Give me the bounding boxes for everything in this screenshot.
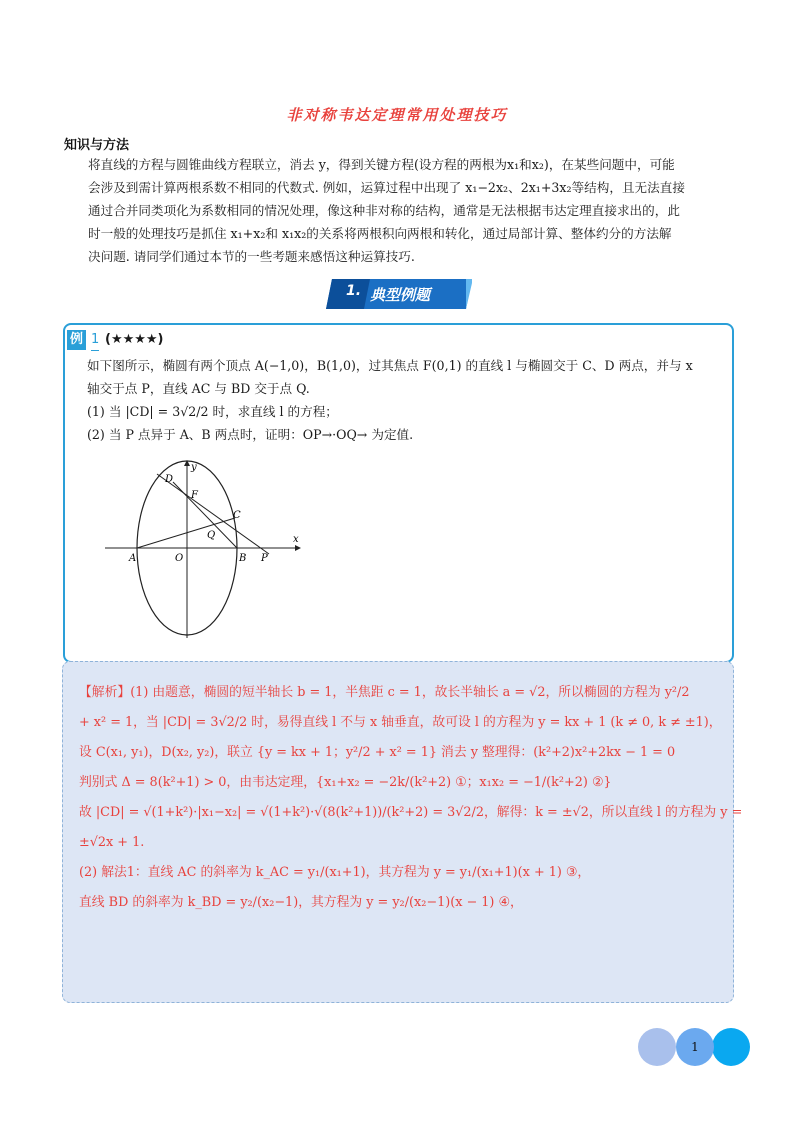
example-box bbox=[63, 323, 734, 663]
problem-line: (1) 当 |CD| = 3√2/2 时，求直线 l 的方程； bbox=[87, 404, 338, 419]
example-tag: 例 bbox=[67, 330, 86, 350]
line-l bbox=[157, 474, 269, 554]
intro-paragraph bbox=[88, 153, 734, 268]
page-dot-decor bbox=[638, 1028, 676, 1066]
section-heading: 知识与方法 bbox=[64, 138, 130, 153]
banner-label: 典型例题 bbox=[370, 286, 431, 304]
label-b: B bbox=[239, 553, 247, 564]
problem-line: 如下图所示，椭圆有两个顶点 A(−1,0)，B(1,0)，过其焦点 F(0,1) 的直线 l 与椭圆交于 C、D 两点，并与 x bbox=[87, 358, 693, 373]
intro-line: 决问题. 请同学们通过本节的一些考题来感悟这种运算技巧. bbox=[88, 249, 415, 264]
label-x: x bbox=[293, 534, 299, 545]
solution-text bbox=[79, 678, 743, 918]
label-y: y bbox=[191, 462, 197, 473]
label-p: P bbox=[261, 553, 268, 564]
difficulty-stars: (★★★★) bbox=[105, 332, 164, 347]
section-banner bbox=[326, 279, 472, 309]
solution-line: ±√2x + 1. bbox=[79, 835, 145, 850]
solution-line: + x² = 1，当 |CD| = 3√2/2 时，易得直线 l 不与 x 轴垂直，故可设 l 的方程为 y = kx + 1 (k ≠ 0, k ≠ ±1)， bbox=[79, 715, 722, 730]
label-o: O bbox=[175, 553, 184, 564]
label-a: A bbox=[129, 553, 137, 564]
solution-line: 故 |CD| = √(1+k²)·|x₁−x₂| = √(1+k²)·√(8(k²+1))/(k²+2) = 3√2/2，解得：k = ±√2，所以直线 l 的方程为 y = bbox=[79, 805, 743, 820]
x-axis-arrow bbox=[295, 545, 301, 551]
problem-line: (2) 当 P 点异于 A、B 两点时，证明：OP→·OQ→ 为定值. bbox=[87, 427, 414, 442]
problem-line: 轴交于点 P，直线 AC 与 BD 交于点 Q. bbox=[87, 381, 310, 396]
line-bd bbox=[173, 482, 237, 548]
page-indicator bbox=[638, 1028, 750, 1066]
example-number: 1 bbox=[91, 330, 99, 351]
solution-line: 设 C(x₁, y₁)，D(x₂, y₂)，联立 {y = kx + 1；y²/2 + x² = 1} 消去 y 整理得：(k²+2)x²+2kx − 1 = 0 bbox=[79, 745, 676, 760]
intro-line: 时一般的处理技巧是抓住 x₁+x₂和 x₁x₂的关系将两根积向两根和转化，通过局部计算、整体约分的方法解 bbox=[88, 226, 672, 241]
ellipse-figure bbox=[103, 460, 303, 640]
line-ac bbox=[137, 518, 235, 548]
solution-line: (2) 解法1：直线 AC 的斜率为 k_AC = y₁/(x₁+1)，其方程为 y = y₁/(x₁+1)(x + 1) ③， bbox=[79, 865, 591, 880]
intro-line: 将直线的方程与圆锥曲线方程联立，消去 y，得到关键方程(设方程的两根为x₁和x₂)，在某些问题中，可能 bbox=[88, 157, 675, 172]
label-f: F bbox=[191, 490, 198, 501]
solution-line: 【解析】(1) 由题意，椭圆的短半轴长 b = 1，半焦距 c = 1，故长半轴长 a = √2，所以椭圆的方程为 y²/2 bbox=[79, 685, 690, 700]
document-title: 非对称韦达定理常用处理技巧 bbox=[286, 106, 508, 124]
example-problem bbox=[87, 354, 727, 446]
intro-line: 通过合并同类项化为系数相同的情况处理，像这种非对称的结构，通常是无法根据韦达定理直接求出的，此 bbox=[88, 203, 680, 218]
label-q: Q bbox=[207, 530, 216, 541]
solution-line: 判别式 Δ = 8(k²+1) > 0，由韦达定理，{x₁+x₂ = −2k/(k²+2) ①；x₁x₂ = −1/(k²+2) ②} bbox=[79, 775, 612, 790]
banner-number: 1. bbox=[346, 283, 362, 299]
solution-line: 直线 BD 的斜率为 k_BD = y₂/(x₂−1)，其方程为 y = y₂/(x₂−1)(x − 1) ④， bbox=[79, 895, 523, 910]
page-dot-decor bbox=[712, 1028, 750, 1066]
page-number: 1 bbox=[691, 1040, 699, 1054]
label-d: D bbox=[165, 474, 174, 485]
label-c: C bbox=[233, 510, 241, 521]
intro-line: 会涉及到需计算两根系数不相同的代数式. 例如，运算过程中出现了 x₁−2x₂、2x₁+3x₂等结构，且无法直接 bbox=[88, 180, 685, 195]
solution-box bbox=[62, 661, 743, 1003]
